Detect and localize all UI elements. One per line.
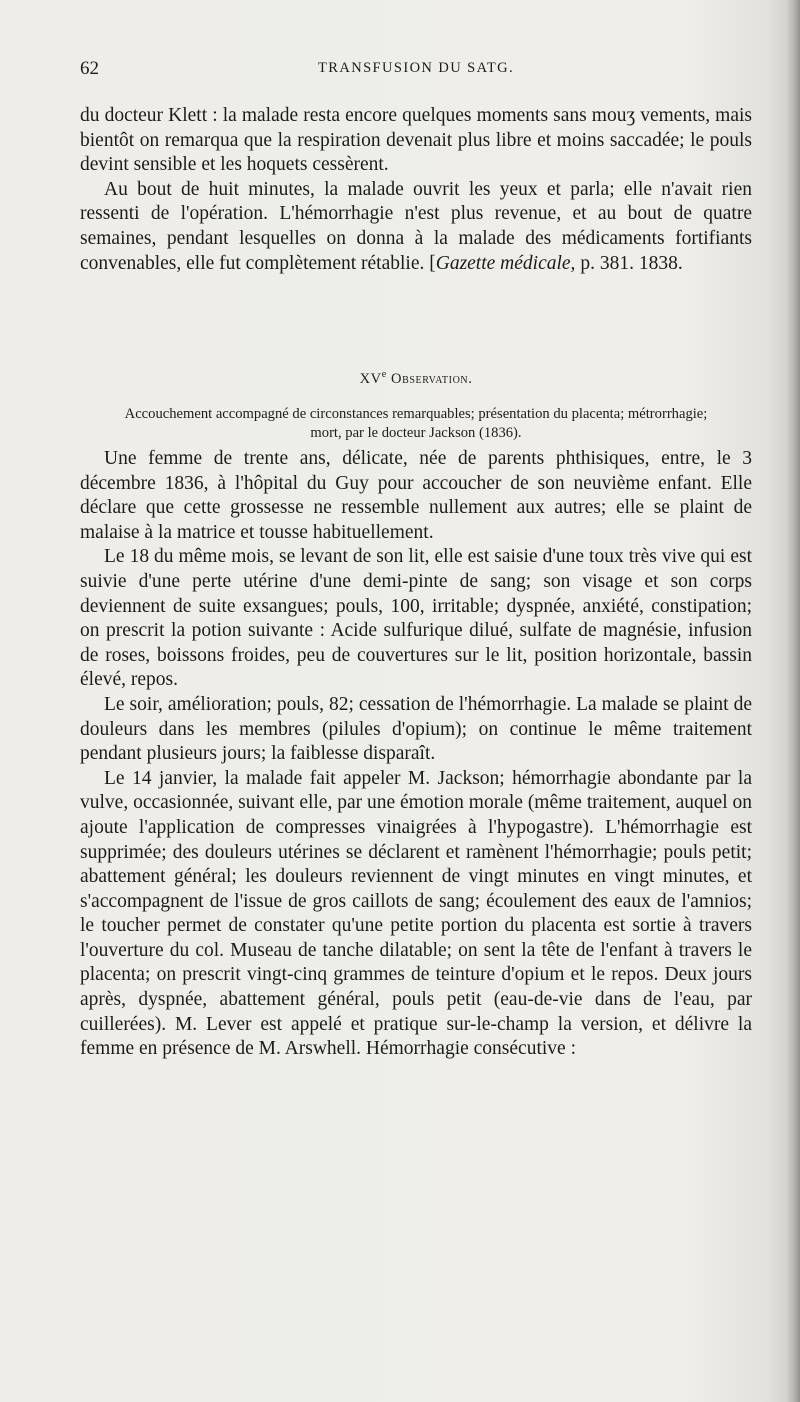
page-edge-shadow <box>786 0 800 1402</box>
citation-journal: Gazette médicale, <box>435 252 576 274</box>
observation-summary <box>80 405 752 443</box>
page-header <box>80 58 752 88</box>
intro-line-1: du docteur Klett : la malade resta encore quelques moments sans mouʒ <box>80 105 636 126</box>
observation-heading <box>80 369 752 388</box>
intro-line-2: vements, mais bientôt on remarqua que la respiration devenait plus libre et moins saccadée; le pouls devint sensible et les hoquets cessèrent. <box>80 105 753 176</box>
observation-number-sup: e <box>381 369 387 380</box>
observation-number: XV <box>359 370 382 387</box>
summary-line-1: Accouchement accompagné de circonstances remarquables; présentation du placenta; métrorrhagie; <box>124 406 708 422</box>
observation-label: Observation. <box>391 370 473 387</box>
observation-body <box>80 447 752 1062</box>
summary-line-2: mort, par le docteur Jackson (1836). <box>310 425 522 441</box>
intro-text <box>80 104 752 276</box>
intro-paragraph-1 <box>80 104 752 178</box>
citation-open: [ <box>429 252 436 274</box>
intro-paragraph-2 <box>80 178 752 276</box>
citation-rest: p. 381. 1838. <box>575 252 683 274</box>
intro-paragraph-2-text: Au bout de huit minutes, la malade ouvrit les yeux et parla; elle n'avait rien ressenti de l'opération. L'hémorrhagie n'est plus revenue, et au bout de quatre semaines, pendant lesquelles on donna à la malade des médicaments fortifiants convenables, elle fut complètement rétablie. <box>80 178 752 274</box>
page-number: 62 <box>80 58 99 79</box>
running-title: TRANSFUSION DU SATG. <box>318 60 514 76</box>
body-paragraph: Le soir, amélioration; pouls, 82; cessation de l'hémorrhagie. La malade se plaint de douleurs dans les membres (pilules d'opium); on continue le même traitement pendant plusieurs jours; la faiblesse disparaît. <box>80 693 752 765</box>
body-paragraph: Le 14 janvier, la malade fait appeler M. Jackson; hémorrhagie abondante par la vulve, occasionnée, suivant elle, par une émotion morale (même traitement, auquel on ajoute l'application de compresses vinaigrées à l'hypogastre). L'hémorrhagie est supprimée; des douleurs utérines se déclarent et ramènent l'hémorrhagie; pouls petit; abattement général; les douleurs reviennent de vingt minutes en vingt minutes, et s'accompagnent de l'issue de gros caillots de sang; écoulement des eaux de l'amnios; le toucher permet de constater qu'une petite portion du placenta est sortie à travers l'ouverture du col. Museau de tanche dilatable; on sent la tête de l'enfant à travers le placenta; on prescrit vingt-cinq grammes de teinture d'opium et le repos. Deux jours après, dyspnée, abattement général, pouls petit (eau-de-vie dans de l'eau, par cuillerées). M. Lever est appelé et pratique sur-le-champ la version, et délivre la femme en présence de M. Arswhell. Hémorrhagie consécutive : <box>80 767 752 1060</box>
body-paragraph: Le 18 du même mois, se levant de son lit, elle est saisie d'une toux très vive qui est suivie d'une perte utérine d'une demi-pinte de sang; son visage et son corps deviennent de suite exsangues; pouls, 100, irritable; dyspnée, anxiété, constipation; on prescrit la potion suivante : Acide sulfurique dilué, sulfate de magnésie, infusion de roses, boissons froides, peu de couvertures sur le lit, position horizontale, bassin élevé, repos. <box>80 546 752 691</box>
body-paragraph: Une femme de trente ans, délicate, née de parents phthisiques, entre, le 3 décembre 1836, à l'hôpital du Guy pour accoucher de son neuvième enfant. Elle déclare que cette grossesse ne ressemble nullement aux autres; elle se plaint de malaise à la matrice et tousse habituellement. <box>80 448 752 543</box>
